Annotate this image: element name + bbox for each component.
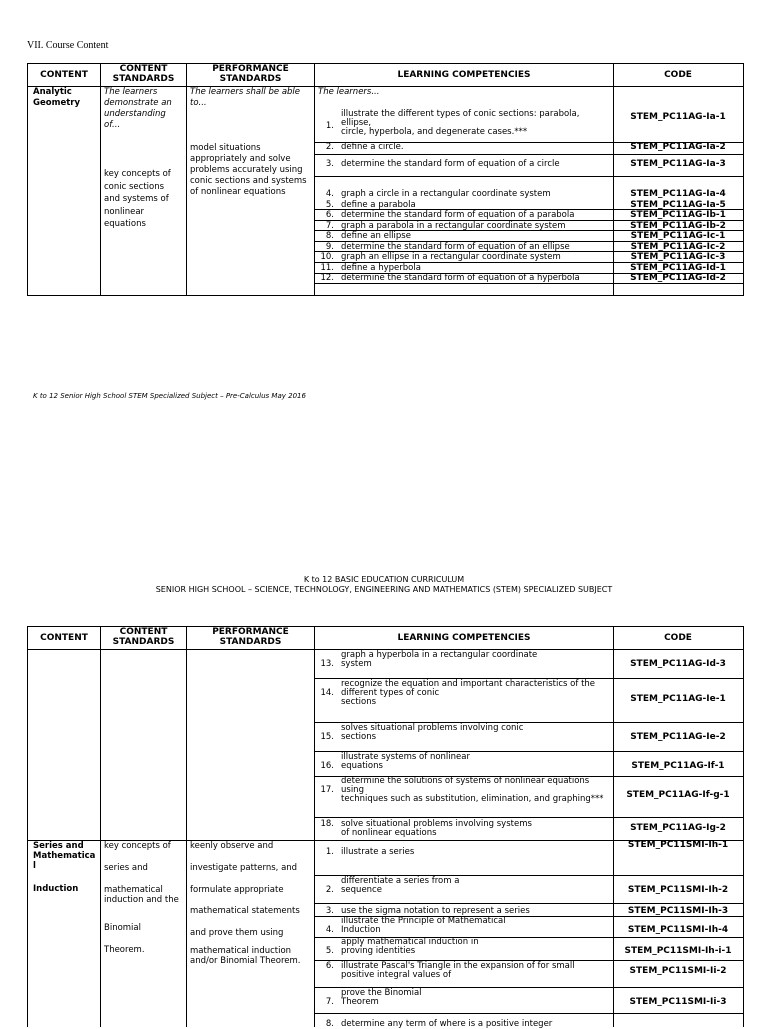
row-number: 9.	[325, 242, 334, 252]
competency-code: STEM_PC11AG-If-g-1	[626, 790, 730, 800]
section-title: VII. Course Content	[27, 40, 109, 51]
content-topic: Series and Mathematica l	[33, 841, 96, 871]
performance-line: investigate patterns, and	[190, 863, 298, 873]
row-number: 3.	[325, 159, 334, 169]
performance-line: and prove them using	[190, 928, 284, 938]
competency-text: graph a parabola in a rectangular coordinate system	[341, 221, 566, 231]
row-number: 8.	[325, 1019, 334, 1029]
content-topic-continued: Induction	[33, 884, 79, 894]
column-divider	[100, 627, 101, 1027]
column-divider	[186, 64, 187, 295]
footer-note: K to 12 Senior High School STEM Specialized Subject – Pre-Calculus May 2016	[33, 392, 306, 400]
row-number: 1.	[325, 847, 334, 857]
competency-text: graph an ellipse in a rectangular coordinate system	[341, 252, 561, 262]
competency-text: define an ellipse	[341, 231, 411, 241]
curriculum-subheader: SENIOR HIGH SCHOOL – SCIENCE, TECHNOLOGY, ENGINEERING AND MATHEMATICS (STEM) SPECIALIZED SUBJECT	[155, 585, 613, 594]
competency-text: differentiate a series from a sequence	[341, 876, 460, 895]
performance-body: model situations appropriately and solve problems accurately using conic sections and systems of nonlinear equations	[190, 143, 307, 197]
header-content: CONTENT	[40, 633, 88, 643]
row-number: 7.	[325, 997, 334, 1007]
competency-code: STEM_PC11SMI-Ih-3	[627, 906, 729, 916]
competency-text: illustrate Pascal's Triangle in the expansion of for small positive integral values of	[341, 961, 575, 980]
curriculum-header: K to 12 BASIC EDUCATION CURRICULUM	[303, 575, 465, 584]
content-standards-body: key concepts of conic sections and systems of nonlinear equations	[104, 169, 171, 229]
competency-code: STEM_PC11AG-Ia-5	[630, 200, 726, 210]
row-number: 6.	[325, 961, 334, 971]
performance-intro: The learners shall be able to...	[190, 87, 301, 108]
content-standards-line: series and	[104, 863, 148, 873]
competency-code: STEM_PC11AG-Id-3	[630, 659, 726, 669]
column-divider	[100, 64, 101, 295]
performance-line: mathematical statements	[190, 906, 300, 916]
competency-code: STEM_PC11SMI-Ih-4	[627, 925, 729, 935]
competency-code: STEM_PC11AG-Ia-3	[630, 159, 726, 169]
row-number: 2.	[325, 885, 334, 895]
competency-code: STEM_PC11SMI-Ii-2	[629, 966, 727, 976]
competency-code: STEM_PC11AG-Ib-1	[630, 210, 726, 220]
competency-text: solves situational problems involving conic sections	[341, 723, 524, 742]
row-divider	[314, 903, 743, 904]
row-number: 17.	[320, 785, 334, 795]
competency-text: determine the standard form of equation of a circle	[341, 159, 560, 169]
row-number: 14.	[320, 688, 334, 698]
competency-code: STEM_PC11AG-Ie-2	[630, 732, 726, 742]
header-code: CODE	[664, 633, 692, 643]
content-standards-line: key concepts of	[104, 841, 171, 851]
competency-text: recognize the equation and important characteristics of the different types of conic sections	[341, 679, 596, 707]
competency-code: STEM_PC11AG-Ib-2	[630, 221, 726, 231]
competency-code: STEM_PC11AG-Ia-4	[630, 189, 726, 199]
row-divider	[314, 154, 743, 155]
row-number: 18.	[320, 819, 334, 829]
competency-text: determine the standard form of equation of a hyperbola	[341, 273, 580, 283]
competency-text: determine the standard form of equation of an ellipse	[341, 242, 570, 252]
header-content: CONTENT	[40, 70, 88, 80]
performance-line: formulate appropriate	[190, 885, 284, 895]
competency-code: STEM_PC11AG-Ic-1	[630, 231, 726, 241]
row-number: 5.	[325, 946, 334, 956]
content-standards-line: Theorem.	[104, 945, 145, 955]
competency-code: STEM_PC11AG-Ie-1	[630, 694, 726, 704]
competency-code: STEM_PC11AG-Id-1	[630, 263, 726, 273]
competency-text: apply mathematical induction in proving identities	[341, 937, 479, 956]
row-number: 13.	[320, 659, 334, 669]
row-number: 7.	[325, 221, 334, 231]
competency-code: STEM_PC11AG-Ig-2	[630, 823, 726, 833]
performance-line: keenly observe and	[190, 841, 274, 851]
competency-text: illustrate the different types of conic sections: parabola, ellipse, circle, hyperbola, and degenerate cases.***	[341, 109, 580, 137]
competency-code: STEM_PC11AG-Ic-3	[630, 252, 726, 262]
header-performance-standards: PERFORMANCE STANDARDS	[212, 64, 289, 84]
row-number: 3.	[325, 906, 334, 916]
competency-text: determine any term of where is a positive integer	[341, 1019, 553, 1029]
row-number: 8.	[325, 231, 334, 241]
row-number: 12.	[320, 273, 334, 283]
competency-text: graph a hyperbola in a rectangular coordinate system	[341, 650, 538, 669]
row-number: 6.	[325, 210, 334, 220]
row-divider	[314, 817, 743, 818]
content-standards-line: Binomial	[104, 923, 141, 933]
competency-code: STEM_PC11AG-Ia-2	[630, 142, 726, 152]
row-number: 10.	[320, 252, 334, 262]
content-standards-intro: The learners demonstrate an understanding of...	[104, 87, 172, 130]
competency-text: define a hyperbola	[341, 263, 421, 273]
competency-text: determine the standard form of equation of a parabola	[341, 210, 575, 220]
row-divider	[314, 176, 743, 177]
competency-code: STEM_PC11AG-Id-2	[630, 273, 726, 283]
competency-code: STEM_PC11SMI-Ih-1	[627, 840, 729, 850]
header-content-standards: CONTENT STANDARDS	[112, 64, 175, 84]
competency-text: illustrate systems of nonlinear equations	[341, 752, 470, 771]
content-standards-line: mathematical induction and the	[104, 885, 179, 905]
row-number: 1.	[325, 121, 334, 131]
competency-text: define a circle.	[341, 142, 404, 152]
competencies-intro: The learners...	[318, 87, 380, 97]
content-topic: Analytic Geometry	[33, 87, 80, 108]
header-content-standards: CONTENT STANDARDS	[112, 627, 175, 647]
competency-text: prove the Binomial Theorem	[341, 988, 422, 1007]
column-divider	[186, 627, 187, 1027]
row-divider	[314, 283, 743, 284]
competency-text: define a parabola	[341, 200, 416, 210]
row-number: 16.	[320, 761, 334, 771]
row-number: 2.	[325, 142, 334, 152]
course-content-table-2	[27, 626, 744, 1027]
header-learning-competencies: LEARNING COMPETENCIES	[397, 70, 531, 80]
competency-code: STEM_PC11SMI-Ih-i-1	[624, 946, 732, 956]
row-number: 15.	[320, 732, 334, 742]
row-divider	[314, 1013, 743, 1014]
competency-text: determine the solutions of systems of nonlinear equations using techniques such as substitution, elimination, and graphing***	[341, 776, 604, 804]
header-performance-standards: PERFORMANCE STANDARDS	[212, 627, 289, 647]
course-content-table-1	[27, 63, 744, 296]
competency-text: illustrate a series	[341, 847, 415, 857]
competency-code: STEM_PC11AG-If-1	[631, 761, 725, 771]
competency-text: illustrate the Principle of Mathematical Induction	[341, 916, 506, 935]
competency-code: STEM_PC11SMI-Ii-3	[629, 997, 727, 1007]
row-number: 4.	[325, 925, 334, 935]
row-number: 11.	[320, 263, 334, 273]
row-number: 4.	[325, 189, 334, 199]
competency-text: use the sigma notation to represent a series	[341, 906, 530, 916]
competency-code: STEM_PC11SMI-Ih-2	[627, 885, 729, 895]
performance-line: mathematical induction and/or Binomial Theorem.	[190, 946, 301, 966]
header-learning-competencies: LEARNING COMPETENCIES	[397, 633, 531, 643]
competency-text: graph a circle in a rectangular coordinate system	[341, 189, 551, 199]
competency-code: STEM_PC11AG-Ic-2	[630, 242, 726, 252]
competency-code: STEM_PC11AG-Ia-1	[630, 112, 726, 122]
competency-text: solve situational problems involving systems of nonlinear equations	[341, 819, 532, 838]
header-code: CODE	[664, 70, 692, 80]
row-number: 5.	[325, 200, 334, 210]
